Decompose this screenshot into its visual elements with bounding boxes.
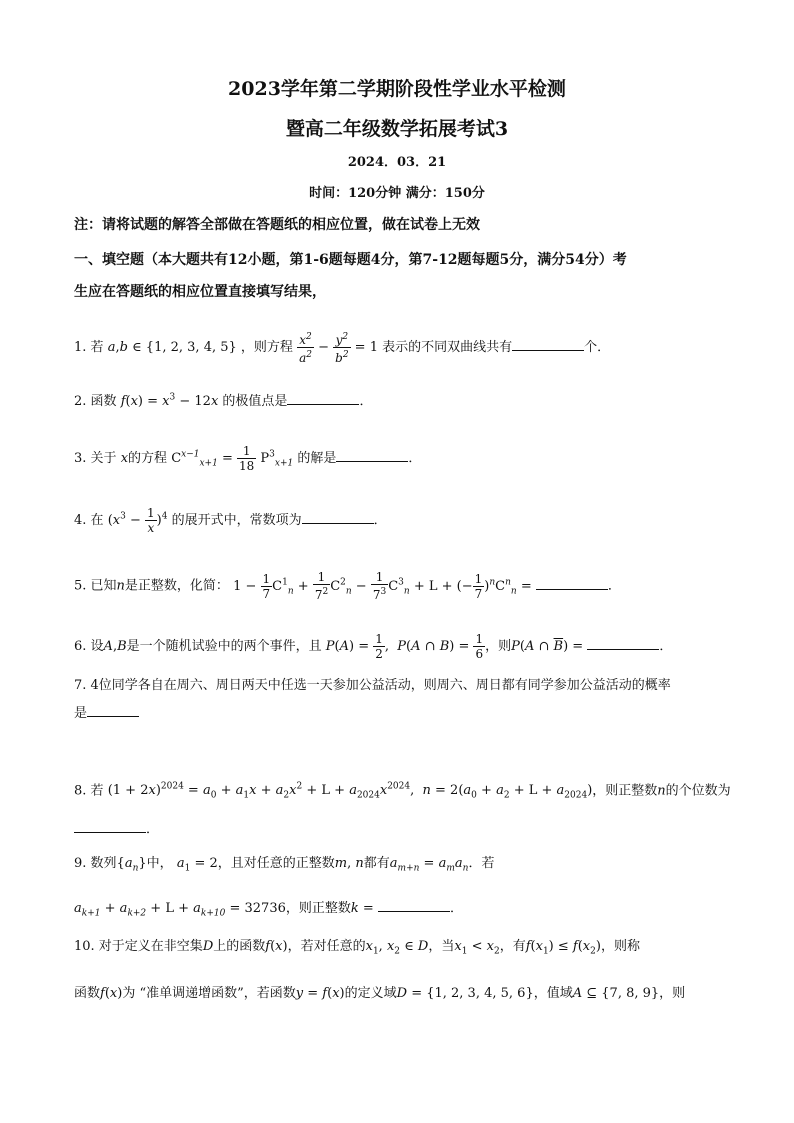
q4-end: ． bbox=[373, 513, 387, 528]
q10-line2a: 函数 bbox=[74, 985, 101, 1001]
q6-end: ． bbox=[659, 639, 673, 654]
section1-line1: 一、填空题（本大题共有12小题，第1-6题每题4分，第7-12题每题5分，满分54分）考 bbox=[74, 252, 627, 268]
q1-text: 1. 若 bbox=[74, 340, 104, 355]
q9-math-sum: $a_{k+1} + a_{k+2} + L + a_{k+10} = 32736$ bbox=[74, 900, 286, 919]
q10-text-mid4: ，有 bbox=[499, 939, 526, 954]
q9-end: ． bbox=[449, 900, 463, 916]
section1-line2: 生应在答题纸的相应位置直接填写结果， bbox=[74, 284, 326, 300]
q5-text: 5. 已知 bbox=[74, 578, 117, 594]
q2-end: ． bbox=[359, 394, 373, 409]
question-6: 6. 设A,B是一个随机试验中的两个事件，且 P(A) = $\frac{1}{2}$ , P(A ∩ B) = $\frac{1}{6}$ ，则P(A ∩ $\overline{B}$) = ． bbox=[74, 632, 673, 661]
q6-math: P(A) = $\frac{1}{2}$ , P(A ∩ B) = $\frac{1}{6}$ bbox=[325, 632, 484, 661]
answer-blank-8[interactable] bbox=[74, 831, 146, 833]
answer-blank-2[interactable] bbox=[287, 403, 359, 405]
question-8: 8. 若 $(1 + 2x)^{2024} = a_0 + a_1x + a_2x^2 + L + a_{2024}x^{2024}$, $n = 2(a_0 + a_2 + L + a_{2024})$，则正整数n的个位数为 ． bbox=[74, 782, 731, 837]
q2-text: 2. 函数 bbox=[74, 394, 117, 409]
q6-text: 6. 设 bbox=[74, 639, 104, 654]
q10-text: 10. 对于定义在非空集 bbox=[74, 939, 203, 954]
q10-text-end1: ，则称 bbox=[600, 939, 640, 954]
q5-end: ． bbox=[607, 578, 621, 594]
q10-line2e: ，则 bbox=[659, 985, 686, 1001]
answer-blank-6[interactable] bbox=[587, 648, 659, 650]
q6-text-mid: 是一个随机试验中的两个事件，且 bbox=[126, 639, 322, 654]
q10-text-mid: 上的函数 bbox=[213, 939, 266, 954]
question-10: 10. 对于定义在非空集D上的函数f(x)，若对任意的$x_1$, $x_2$ ∈ D，当$x_1 < x_2$，有$f(x_1) \le f(x_2)$，则称 函数f(x)为 “准单调递增函数”，若函数y = f(x)的定义域D = {1, 2, 3, 4, 5, 6}，值域A ⊆ {7, 8, 9}，则 bbox=[74, 939, 686, 1001]
q3-var: x bbox=[120, 451, 129, 466]
question-2: 2. 函数 $f(x) = x^3 - 12x$ 的极值点是 ． bbox=[74, 392, 373, 409]
q1-frac-x: $\frac{x^2}{a^2}$ bbox=[299, 332, 312, 365]
section1-heading bbox=[74, 244, 724, 308]
answer-blank-9[interactable] bbox=[378, 910, 450, 912]
answer-blank-7[interactable] bbox=[87, 715, 139, 717]
exam-notice: 注：请将试题的解答全部做在答题纸的相应位置，做在试卷上无效 bbox=[74, 217, 480, 233]
q4-text: 4. 在 bbox=[74, 513, 104, 528]
exam-title-line2: 暨高二年级数学拓展考试3 bbox=[285, 118, 509, 140]
exam-time-info: 时间：120分钟 满分：150分 bbox=[309, 186, 485, 201]
q2-text-tail: 的极值点是 bbox=[222, 394, 288, 409]
q1-frac-y: $\frac{y^2}{b^2}$ bbox=[335, 332, 349, 365]
answer-blank-4[interactable] bbox=[302, 522, 374, 524]
q6-math2: P(A ∩ $\overline{B}$) = bbox=[511, 639, 584, 654]
q8-text-tail: ，则正整数 bbox=[592, 783, 658, 799]
question-9: 9. 数列$\{a_n\}$中， $a_1 = 2$，且对任意的正整数m, n都有$a_{m+n} = a_ma_n$．若 $a_{k+1} + a_{k+2} + L + a_{k+10} = 32736$，则正整数k = ． bbox=[74, 856, 495, 919]
answer-blank-1[interactable] bbox=[512, 349, 584, 351]
q4-math: ($x^3$ − $\frac{1}{x}$ )$^4$ bbox=[107, 506, 168, 535]
question-4 bbox=[74, 506, 734, 535]
q1-text-mid: ，则方程 bbox=[240, 340, 293, 355]
q8-math: $(1 + 2x)^{2024} = a_0 + a_1x + a_2x^2 + L + a_{2024}x^{2024}$, $n = 2(a_0 + a_2 + L + a_{2024})$ bbox=[107, 782, 593, 801]
q4-text-tail: 的展开式中，常数项为 bbox=[171, 513, 302, 528]
q9-text-mid3: 都有 bbox=[363, 856, 390, 871]
q5-math: 1 − $\frac{1}{7}$ $C^1_n$ + $\frac{1}{7^2}$ $C^2_n$ − $\frac{1}{7^3}$ $C^3_n + L$ + (− $\frac{1}{7}$ )$^nC^n_n$ = bbox=[233, 570, 532, 602]
q1-math-set: a bbox=[107, 340, 116, 355]
q10-line2c: 的定义域 bbox=[344, 985, 397, 1001]
q5-var: n bbox=[116, 578, 125, 594]
q3-end: ． bbox=[408, 451, 422, 466]
q3-math: $C^{x-1}_{x+1}$ = $\frac{1}{18}$ $P^3_{x+1}$ bbox=[171, 444, 294, 473]
q9-text-end1: ．若 bbox=[468, 856, 495, 871]
q10-text-mid2: ，若对任意的 bbox=[287, 939, 366, 954]
q3-text: 3. 关于 bbox=[74, 451, 117, 466]
q3-text-tail: 的解是 bbox=[297, 451, 337, 466]
q6-text-tail: ，则 bbox=[485, 639, 512, 654]
q1-text-tail: 表示的不同双曲线共有 bbox=[382, 340, 513, 355]
q9-text: 9. 数列 bbox=[74, 856, 117, 871]
question-5 bbox=[74, 570, 734, 602]
q9-text-mid: 中， bbox=[146, 856, 173, 871]
q7-line2: 是 bbox=[74, 706, 88, 721]
q8-text-tail2: 的个位数为 bbox=[665, 783, 731, 799]
q8-end: ． bbox=[146, 821, 160, 837]
question-7 bbox=[74, 672, 734, 728]
question-1: 1. 若 a,b ∈ {1, 2, 3, 4, 5} ，则方程 $\frac{x^2}{a^2}$ − $\frac{y^2}{b^2}$ = 1 表示的不同双曲线共有 个． bbox=[74, 332, 611, 365]
q2-math: f bbox=[120, 394, 126, 409]
q9-text-mid2: ，且对任意的正整数 bbox=[217, 856, 335, 871]
q5-text-mid: 是正整数，化简： bbox=[124, 578, 229, 594]
exam-date: 2024．03．21 bbox=[347, 155, 447, 170]
answer-blank-5[interactable] bbox=[536, 588, 608, 590]
q3-text-mid: 的方程 bbox=[128, 451, 168, 466]
q1-end: 个． bbox=[584, 340, 611, 355]
q6-events: A bbox=[103, 639, 113, 654]
question-3 bbox=[74, 444, 734, 473]
q8-text: 8. 若 bbox=[74, 783, 104, 799]
q9-text-tail: ，则正整数 bbox=[285, 900, 351, 916]
exam-title-line1: 2023学年第二学期阶段性学业水平检测 bbox=[228, 78, 566, 100]
q10-line2b: 为 “准单调递增函数”，若函数 bbox=[122, 985, 296, 1001]
q10-line2d: ，值域 bbox=[533, 985, 573, 1001]
answer-blank-3[interactable] bbox=[336, 460, 408, 462]
q10-text-mid3: ，当 bbox=[428, 939, 455, 954]
q7-line1: 7. 4位同学各自在周六、周日两天中任选一天参加公益活动，则周六、周日都有同学参加公益活动的概率 bbox=[74, 678, 671, 693]
